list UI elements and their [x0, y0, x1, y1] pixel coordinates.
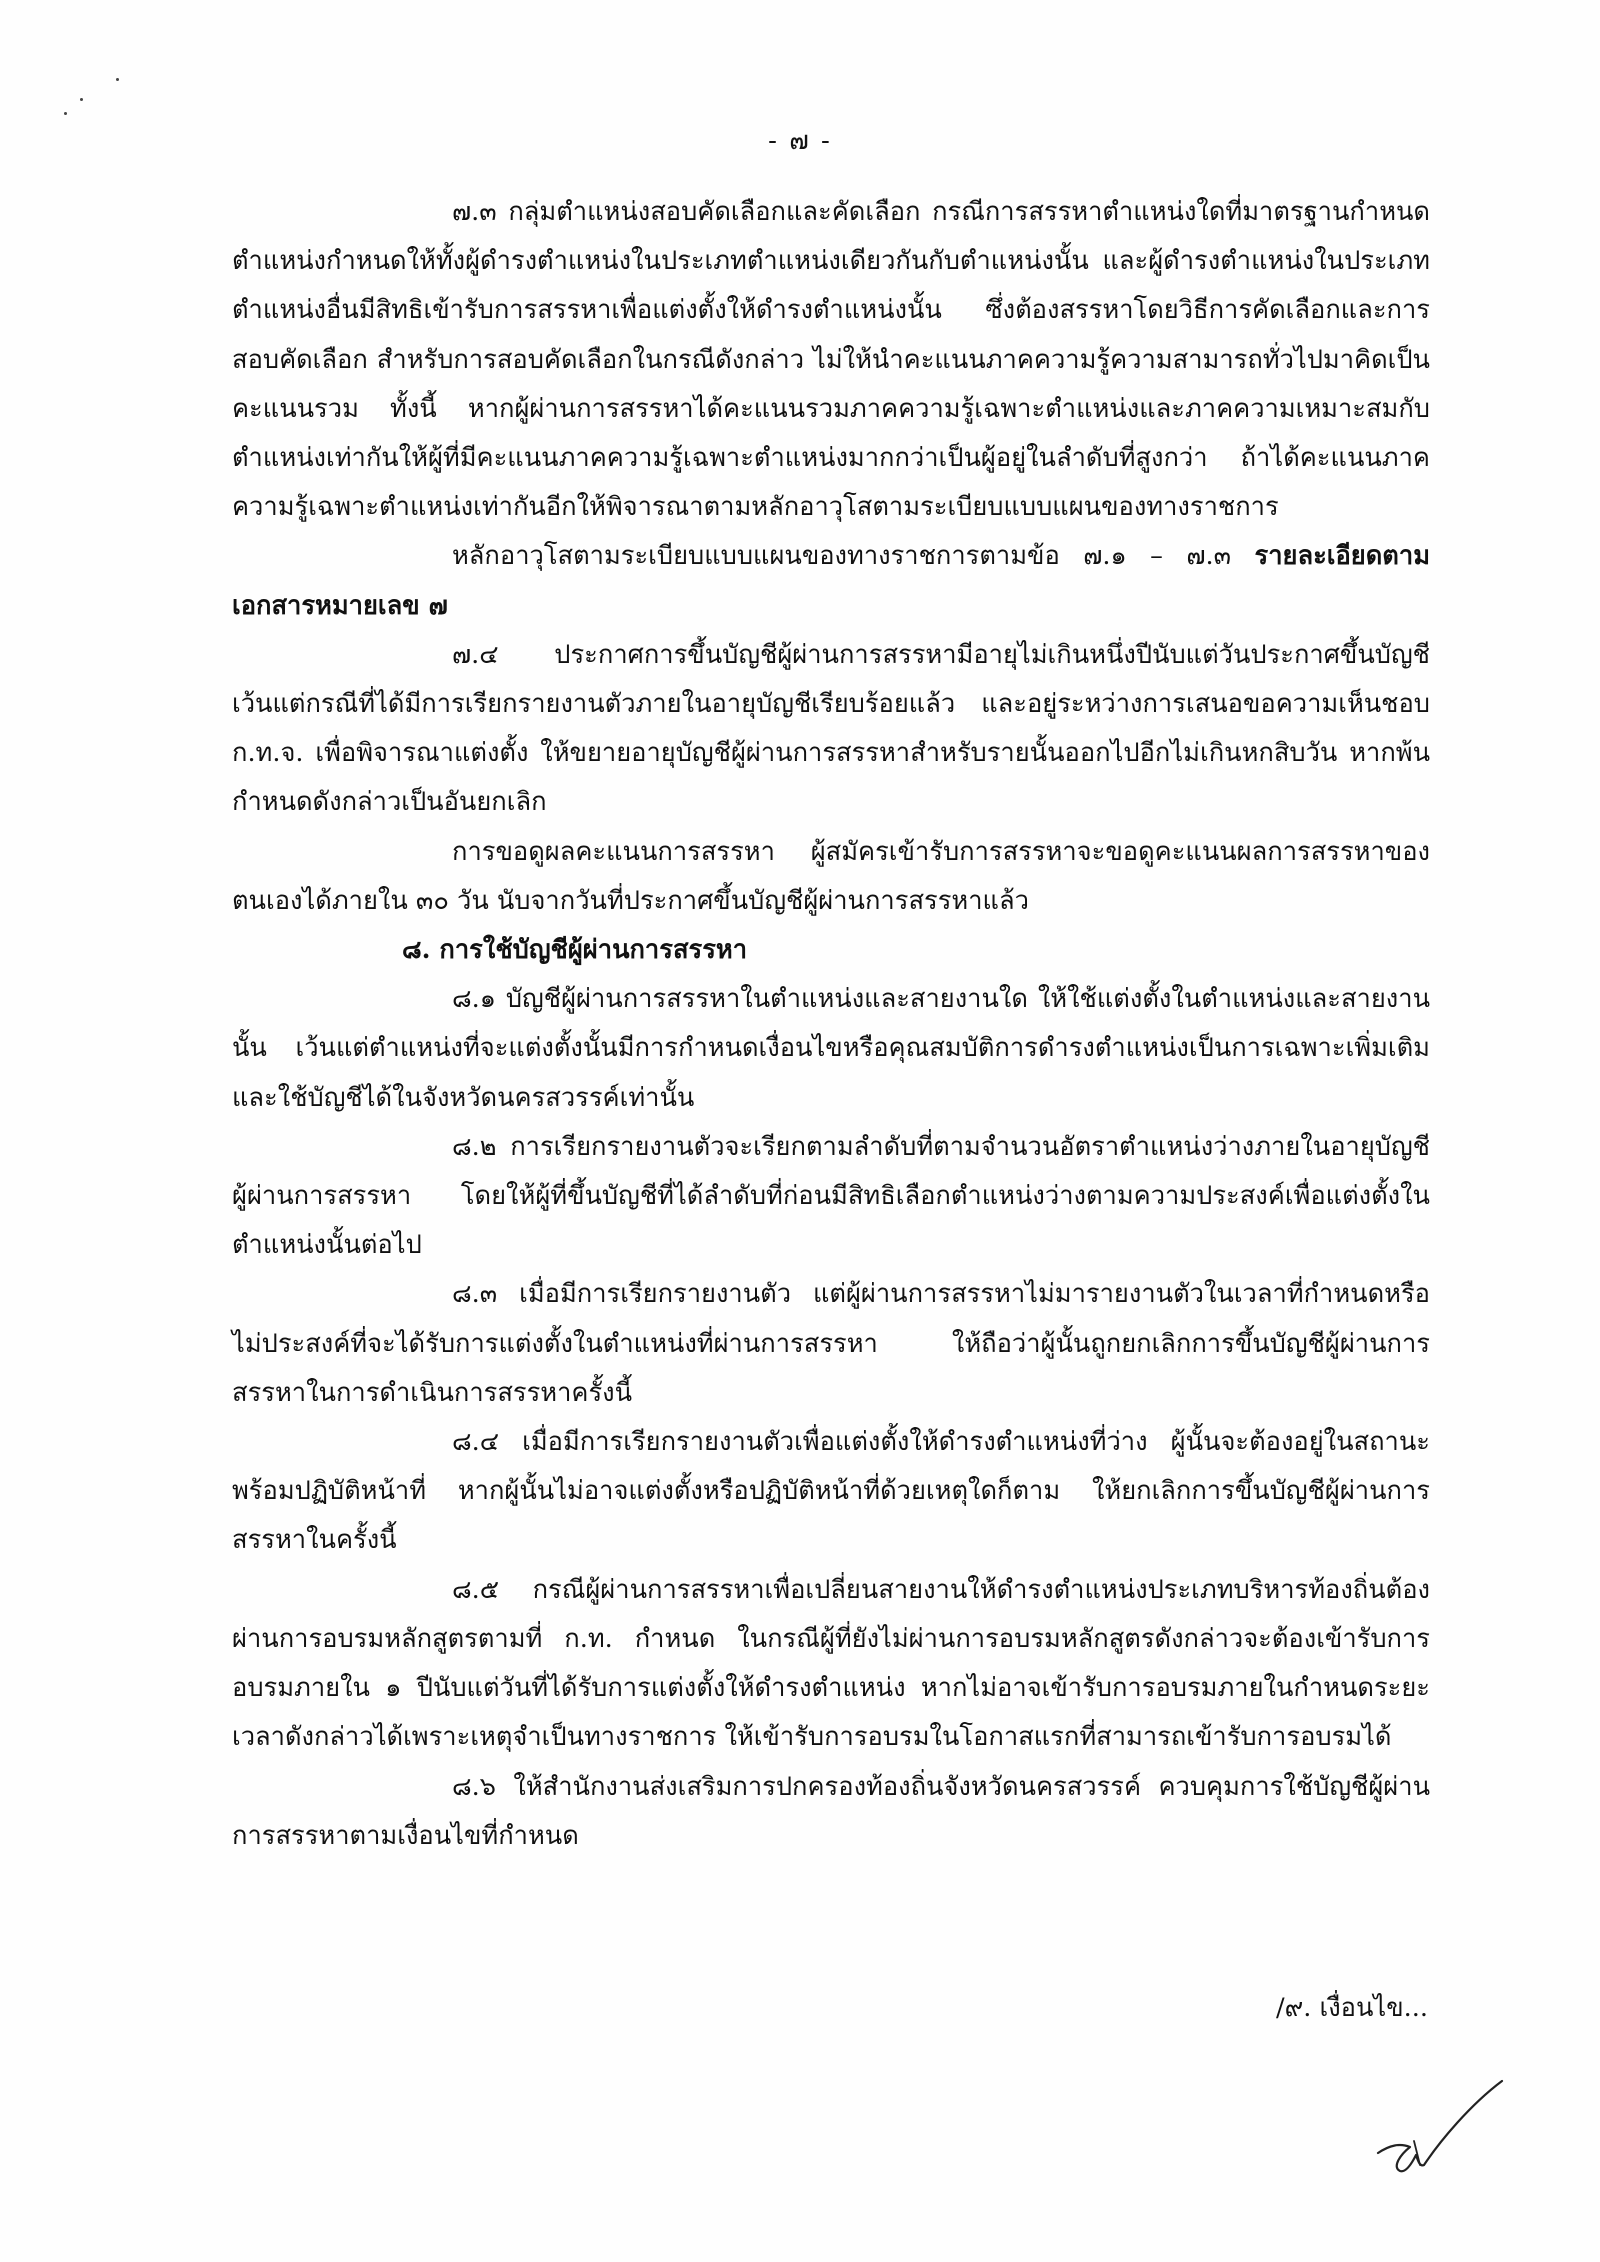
seniority-rule-text: หลักอาวุโสตามระเบียบแบบแผนของทางราชการตามข้อ ๗.๑ – ๗.๓	[452, 541, 1255, 572]
scan-speck	[64, 112, 67, 115]
paragraph-8-6: ๘.๖ ให้สำนักงานส่งเสริมการปกครองท้องถิ่นจังหวัดนครสวรรค์ ควบคุมการใช้บัญชีผู้ผ่านการสรรหาตามเงื่อนไขที่กำหนด	[232, 1771, 1430, 1851]
signature-mark	[1370, 2075, 1510, 2185]
paragraph-8-3: ๘.๓ เมื่อมีการเรียกรายงานตัว แต่ผู้ผ่านการสรรหาไม่มารายงานตัวในเวลาที่กำหนดหรือไม่ประสงค์ที่จะได้รับการแต่งตั้งในตำแหน่งที่ผ่านการสรรหา ให้ถือว่าผู้นั้นถูกยกเลิกการขึ้นบัญชีผู้ผ่านการสรรหาในการดำเนินการสรรหาครั้งนี้	[232, 1279, 1430, 1408]
page-number: - ๗ -	[768, 126, 832, 156]
paragraph-8-1: ๘.๑ บัญชีผู้ผ่านการสรรหาในตำแหน่งและสายงานใด ให้ใช้แต่งตั้งในตำแหน่งและสายงานนั้น เว้นแต่ตำแหน่งที่จะแต่งตั้งนั้นมีการกำหนดเงื่อนไขหรือคุณสมบัติการดำรงตำแหน่งเป็นการเฉพาะเพิ่มเติม และใช้บัญชีได้ในจังหวัดนครสวรรค์เท่านั้น	[232, 984, 1430, 1113]
paragraph-7-4: ๗.๔ ประกาศการขึ้นบัญชีผู้ผ่านการสรรหามีอายุไม่เกินหนึ่งปีนับแต่วันประกาศขึ้นบัญชี เว้นแต่กรณีที่ได้มีการเรียกรายงานตัวภายในอายุบัญชีเรียบร้อยแล้ว และอยู่ระหว่างการเสนอขอความเห็นชอบ ก.ท.จ. เพื่อพิจารณาแต่งตั้ง ให้ขยายอายุบัญชีผู้ผ่านการสรรหาสำหรับรายนั้นออกไปอีกไม่เกินหกสิบวัน หากพ้นกำหนดดังกล่าวเป็นอันยกเลิก	[232, 639, 1430, 818]
paragraph-8-4: ๘.๔ เมื่อมีการเรียกรายงานตัวเพื่อแต่งตั้งให้ดำรงตำแหน่งที่ว่าง ผู้นั้นจะต้องอยู่ในสถานะพร้อมปฏิบัติหน้าที่ หากผู้นั้นไม่อาจแต่งตั้งหรือปฏิบัติหน้าที่ด้วยเหตุใดก็ตาม ให้ยกเลิกการขึ้นบัญชีผู้ผ่านการสรรหาในครั้งนี้	[232, 1427, 1430, 1556]
scan-speck	[116, 78, 119, 81]
paragraph-8-2: ๘.๒ การเรียกรายงานตัวจะเรียกตามลำดับที่ตามจำนวนอัตราตำแหน่งว่างภายในอายุบัญชีผู้ผ่านการสรรหา โดยให้ผู้ที่ขึ้นบัญชีที่ได้ลำดับที่ก่อนมีสิทธิเลือกตำแหน่งว่างตามความประสงค์เพื่อแต่งตั้งในตำแหน่งนั้นต่อไป	[232, 1131, 1430, 1261]
paragraph-7-3: ๗.๓ กลุ่มตำแหน่งสอบคัดเลือกและคัดเลือก กรณีการสรรหาตำแหน่งใดที่มาตรฐานกำหนดตำแหน่งกำหนดให้ทั้งผู้ดำรงตำแหน่งในประเภทตำแหน่งเดียวกันกับตำแหน่งนั้น และผู้ดำรงตำแหน่งในประเภทตำแหน่งอื่นมีสิทธิเข้ารับการสรรหาเพื่อแต่งตั้งให้ดำรงตำแหน่งนั้น ซึ่งต้องสรรหาโดยวิธีการคัดเลือกและการสอบคัดเลือก สำหรับการสอบคัดเลือกในกรณีดังกล่าว ไม่ให้นำคะแนนภาคความรู้ความสามารถทั่วไปมาคิดเป็นคะแนนรวม ทั้งนี้ หากผู้ผ่านการสรรหาได้คะแนนรวมภาคความรู้เฉพาะตำแหน่งและภาคความเหมาะสมกับตำแหน่งเท่ากันให้ผู้ที่มีคะแนนภาคความรู้เฉพาะตำแหน่งมากกว่าเป็นผู้อยู่ในลำดับที่สูงกว่า ถ้าได้คะแนนภาคความรู้เฉพาะตำแหน่งเท่ากันอีกให้พิจารณาตามหลักอาวุโสตามระเบียบแบบแผนของทางราชการ	[232, 197, 1430, 523]
document-reference: รายละเอียดตามเอกสารหมายเลข ๗	[232, 541, 1430, 621]
paragraph-score-review: การขอดูผลคะแนนการสรรหา ผู้สมัครเข้ารับการสรรหาจะขอดูคะแนนผลการสรรหาของตนเองได้ภายใน ๓๐ วัน นับจากวันที่ประกาศขึ้นบัญชีผู้ผ่านการสรรหาแล้ว	[232, 836, 1430, 916]
section-heading-8: ๘. การใช้บัญชีผู้ผ่านการสรรหา	[402, 935, 748, 966]
continuation-note: /๙. เงื่อนไข...	[1276, 1993, 1428, 2023]
scan-speck	[80, 98, 83, 101]
document-body	[232, 188, 1430, 1861]
paragraph-seniority-rule	[232, 532, 1430, 630]
paragraph-8-5: ๘.๕ กรณีผู้ผ่านการสรรหาเพื่อเปลี่ยนสายงานให้ดำรงตำแหน่งประเภทบริหารท้องถิ่นต้องผ่านการอบรมหลักสูตรตามที่ ก.ท. กำหนด ในกรณีผู้ที่ยังไม่ผ่านการอบรมหลักสูตรดังกล่าวจะต้องเข้ารับการอบรมภายใน ๑ ปีนับแต่วันที่ได้รับการแต่งตั้งให้ดำรงตำแหน่ง หากไม่อาจเข้ารับการอบรมภายในกำหนดระยะเวลาดังกล่าวได้เพราะเหตุจำเป็นทางราชการ ให้เข้ารับการอบรมในโอกาสแรกที่สามารถเข้ารับการอบรมได้	[232, 1574, 1430, 1753]
